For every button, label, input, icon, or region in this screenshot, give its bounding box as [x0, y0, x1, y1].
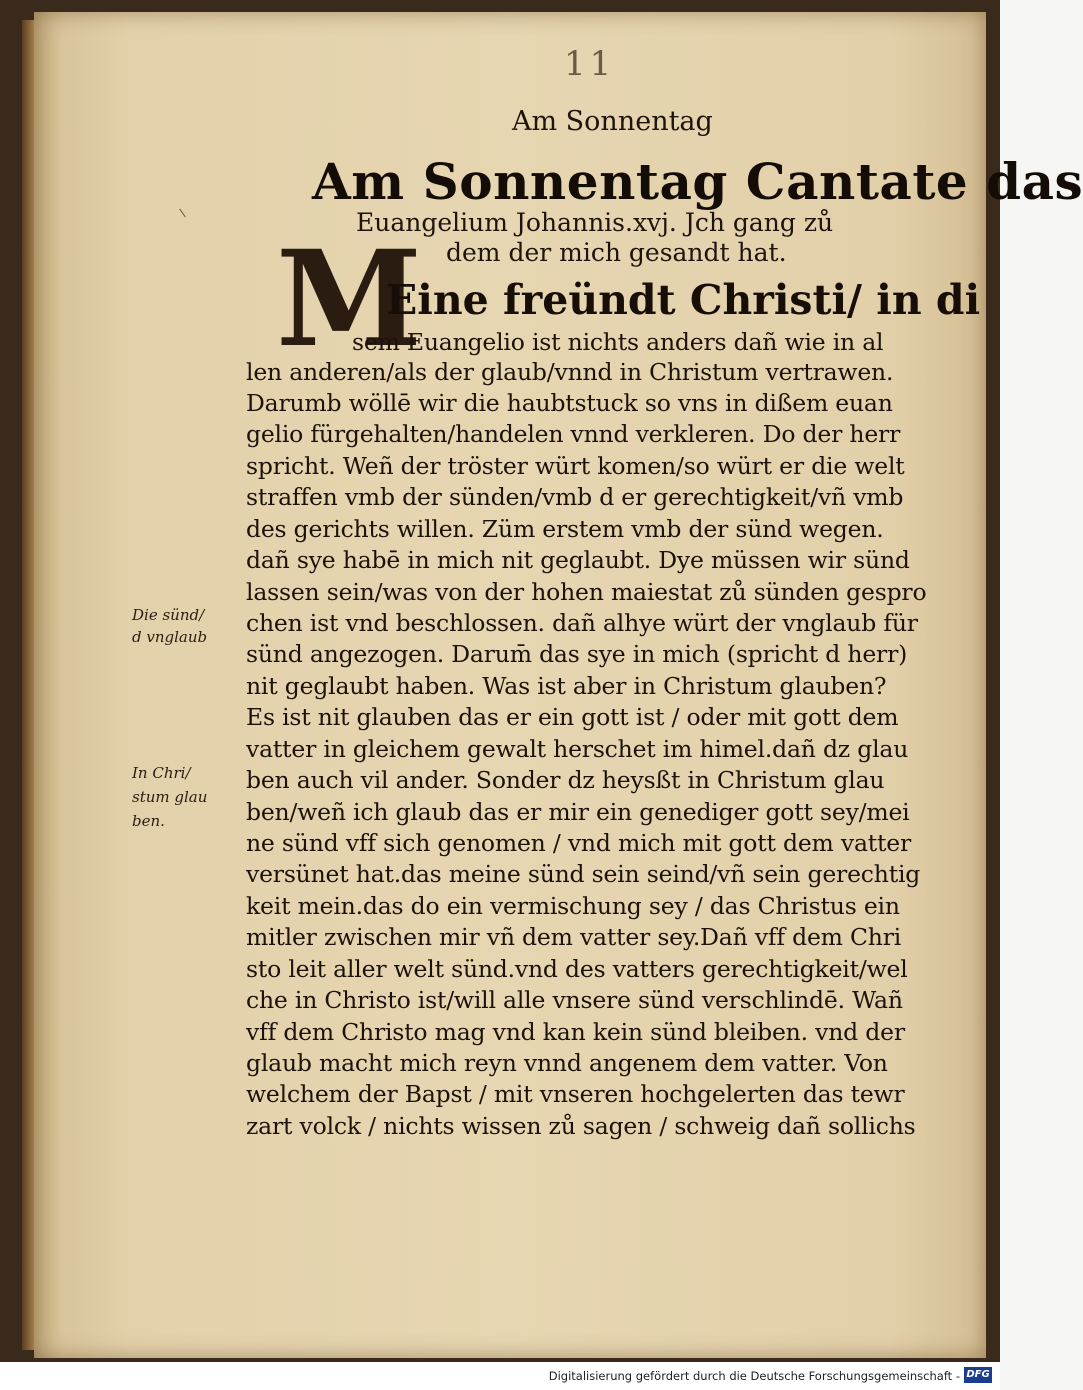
- body-line: sünd angezogen. Darum̄ das sye in mich (spricht d herr): [246, 640, 908, 668]
- body-line: Darumb wöllē wir die haubtstuck so vns in dißem euan: [246, 389, 893, 417]
- body-line: ne sünd vff sich genomen / vnd mich mit gott dem vatter: [246, 829, 912, 857]
- body-line: Es ist nit glauben das er ein gott ist / oder mit gott dem: [246, 703, 899, 731]
- body-line: glaub macht mich reyn vnnd angenem dem vatter. Von: [246, 1049, 888, 1077]
- title-line-3: dem der mich gesandt hat.: [446, 238, 787, 267]
- body-line: ben/weñ ich glaub das er mir ein genediger gott sey/mei: [246, 798, 910, 826]
- body-line: che in Christo ist/will alle vnsere sünd verschlindē. Wañ: [246, 986, 903, 1014]
- body-line: gelio fürgehalten/handelen vnnd verkleren. Do der herr: [246, 420, 901, 448]
- margin-note-1-line-1: Die sünd/: [132, 606, 205, 624]
- body-line: versünet hat.das meine sünd sein seind/vñ sein gerechtig: [246, 860, 921, 888]
- margin-note-1-line-2: d vnglaub: [132, 628, 208, 646]
- body-line: vatter in gleichem gewalt herschet im himel.dañ dz glau: [246, 735, 909, 763]
- body-line: zart volck / nichts wissen zů sagen / schweig dañ sollichs: [246, 1112, 916, 1140]
- title-line-1: Am Sonnentag Cantate das: [312, 152, 1083, 211]
- body-line: nit geglaubt haben. Was ist aber in Christum glauben?: [246, 672, 887, 700]
- book-fore-edge: [22, 20, 34, 1350]
- body-line: vff dem Christo mag vnd kan kein sünd bleiben. vnd der: [246, 1018, 905, 1046]
- body-line: welchem der Bapst / mit vnseren hochgelerten das tewr: [246, 1080, 905, 1108]
- dfg-logo: DFG: [964, 1367, 992, 1383]
- body-line: chen ist vnd beschlossen. dañ alhye würt der vnglaub für: [246, 609, 918, 637]
- folio-number: 11: [564, 44, 616, 84]
- lead-line: Eine freündt Christi/ in di: [386, 276, 981, 324]
- body-line: sto leit aller welt sünd.vnd des vatters gerechtigkeit/wel: [246, 955, 908, 983]
- margin-note-2-line-1: In Chri/: [132, 764, 191, 782]
- footer-bar: [0, 1362, 1000, 1390]
- body-line: keit mein.das do ein vermischung sey / das Christus ein: [246, 892, 900, 920]
- margin-note-2-line-2: stum glau: [132, 788, 208, 806]
- body-line: ben auch vil ander. Sonder dz heysßt in Christum glau: [246, 766, 885, 794]
- running-head: Am Sonnentag: [512, 106, 713, 137]
- margin-note-2-line-3: ben.: [132, 812, 165, 830]
- body-line: lassen sein/was von der hohen maiestat zů sünden gespro: [246, 578, 927, 606]
- title-line-2: Euangelium Johannis.xvj. Jch gang zů: [356, 208, 834, 237]
- decorated-initial: M: [276, 222, 423, 377]
- body-line: des gerichts willen. Züm erstem vmb der sünd wegen.: [246, 515, 884, 543]
- body-line: dañ sye habē in mich nit geglaubt. Dye müssen wir sünd: [246, 546, 910, 574]
- body-line: mitler zwischen mir vñ dem vatter sey.Dañ vff dem Chri: [246, 923, 902, 951]
- body-line: spricht. Weñ der tröster würt komen/so würt er die welt: [246, 452, 905, 480]
- book-page: [34, 12, 1083, 1358]
- body-line: straffen vmb der sünden/vmb d er gerechtigkeit/vñ vmb: [246, 483, 904, 511]
- body-line: len anderen/als der glaub/vnnd in Christum vertrawen.: [246, 358, 894, 386]
- ink-mark: [179, 209, 186, 218]
- body-line: sem Euangelio ist nichts anders dañ wie in al: [352, 328, 884, 356]
- funding-credit: Digitalisierung gefördert durch die Deutsche Forschungsgemeinschaft -: [548, 1369, 960, 1383]
